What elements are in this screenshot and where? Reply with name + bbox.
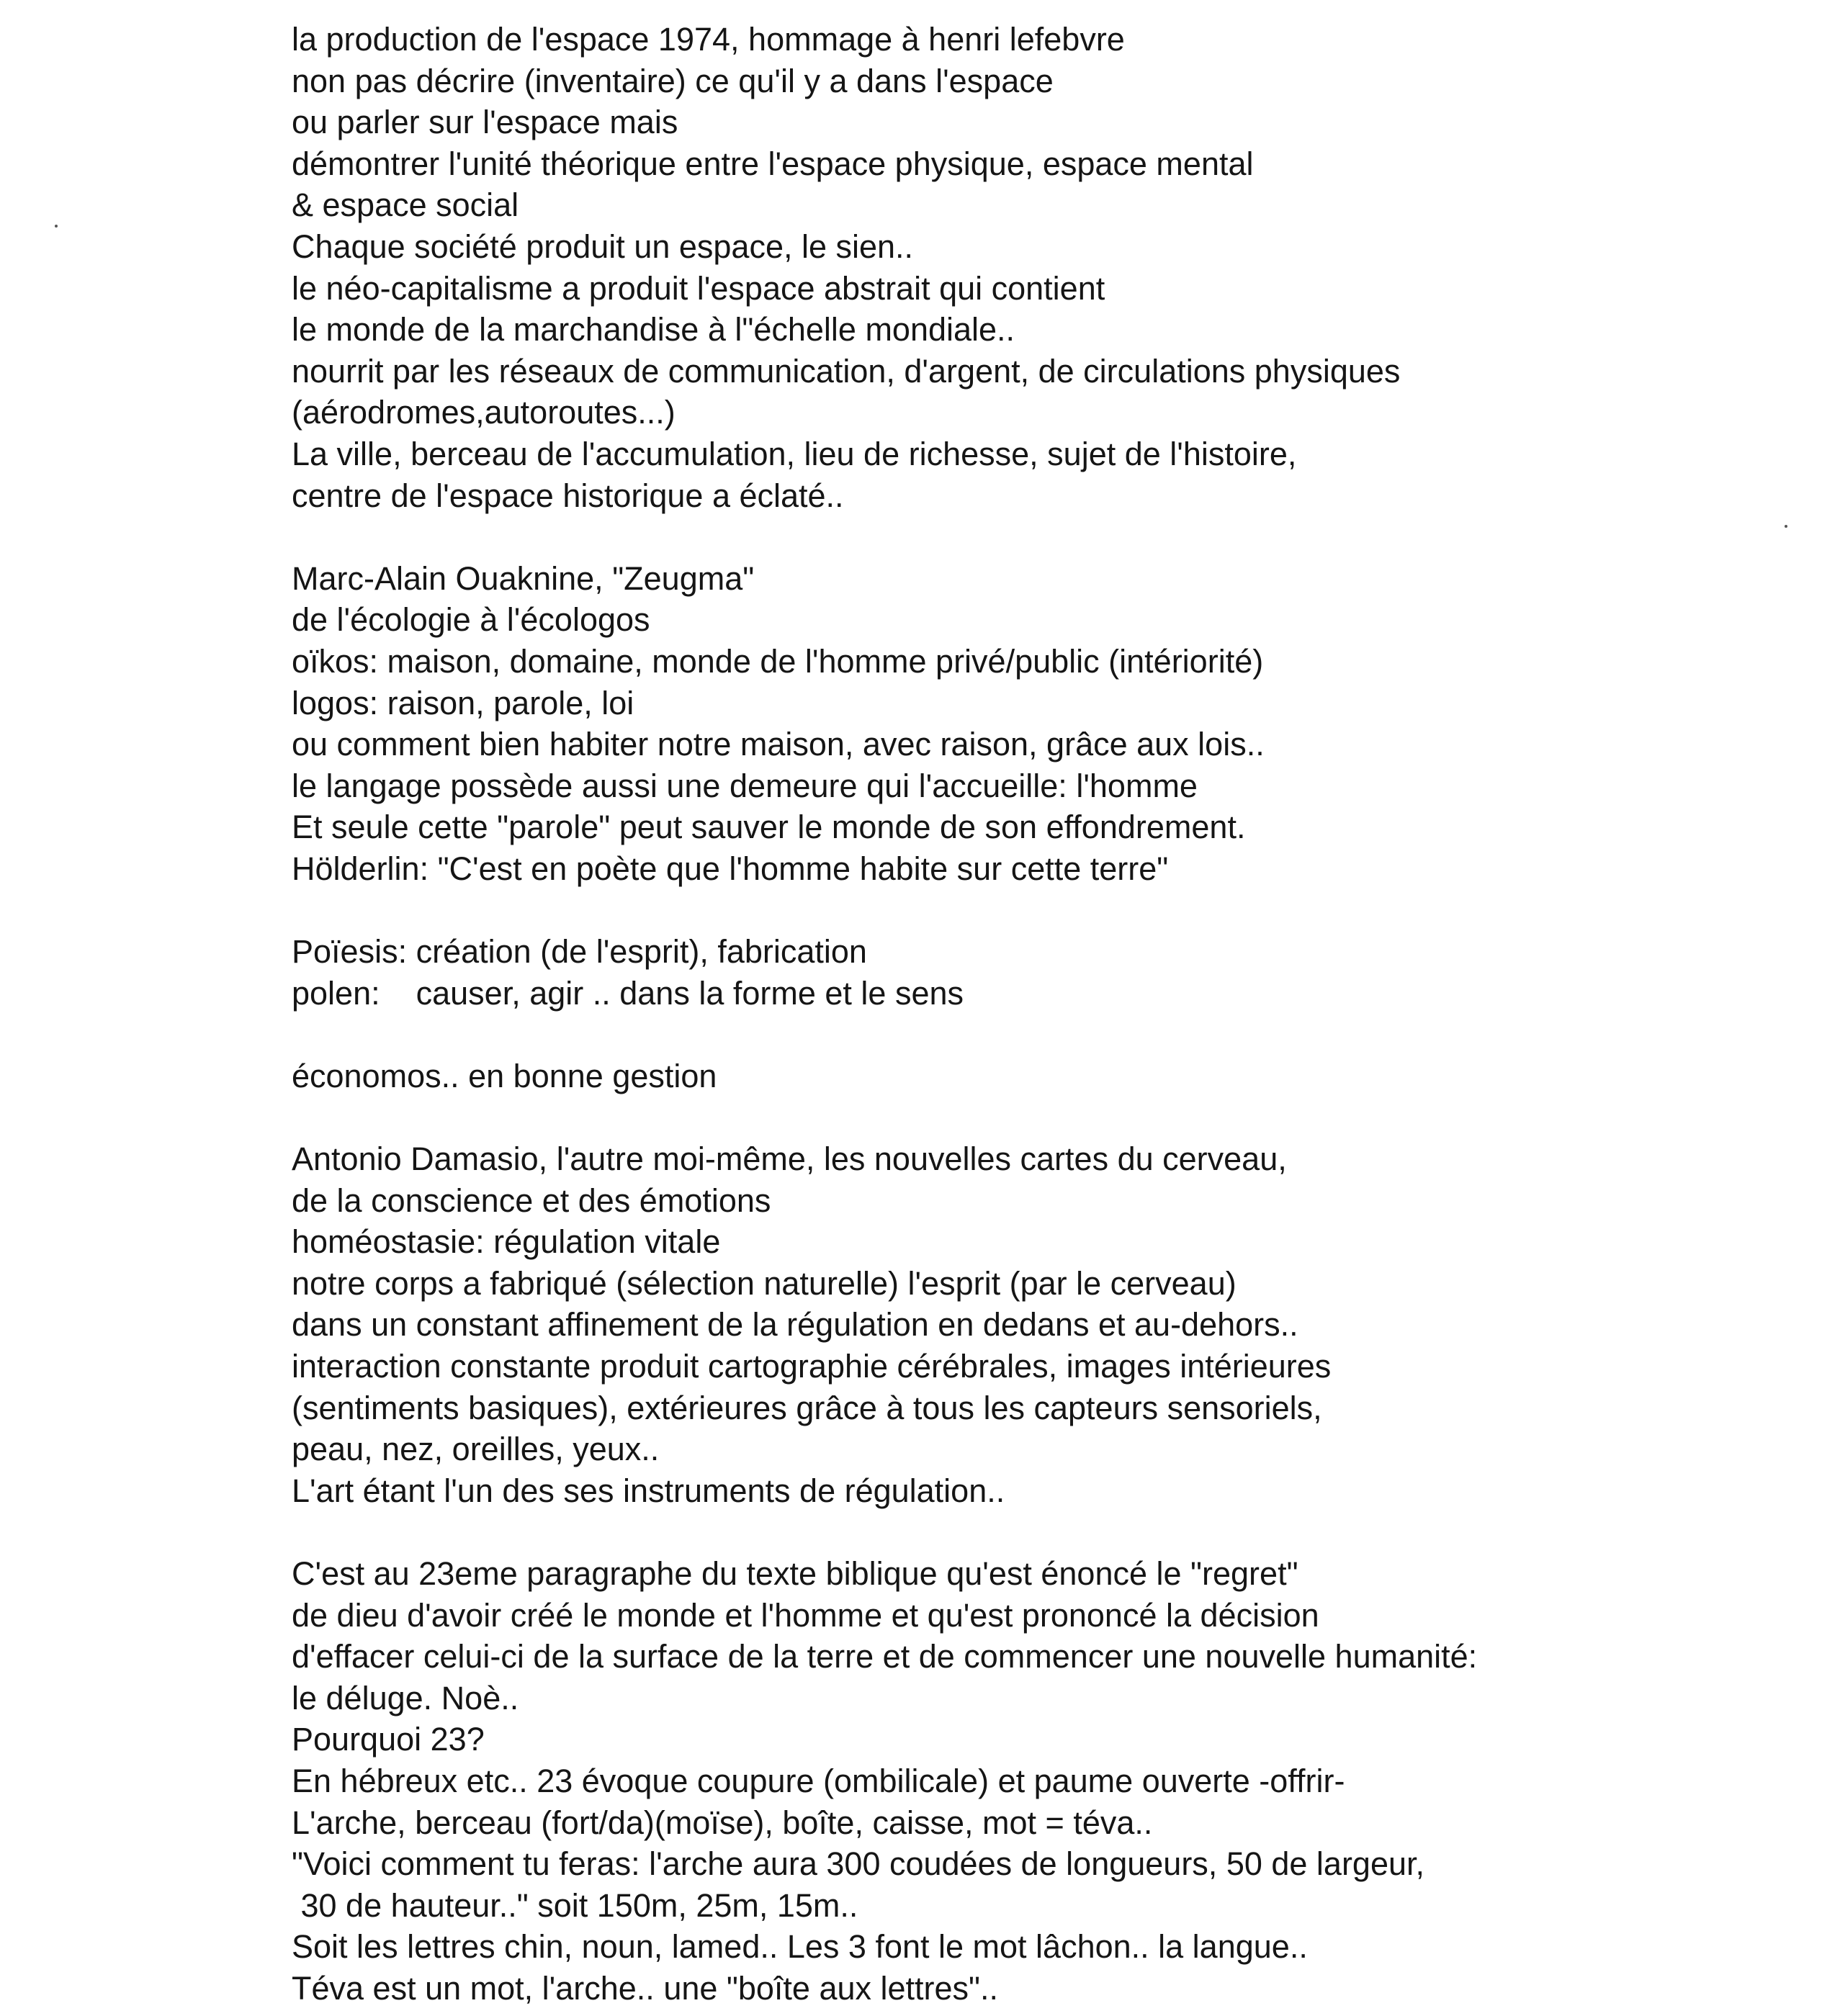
text-line: 30 de hauteur.." soit 150m, 25m, 15m.. (292, 1886, 858, 1924)
text-line: Soit les lettres chin, noun, lamed.. Les 3 font le mot lâchon.. la langue.. (292, 1928, 1308, 1966)
paragraph (292, 1553, 1768, 2010)
text-line: de l'écologie à l'écologos (292, 601, 650, 639)
text-line: & espace social (292, 186, 519, 224)
document-text (292, 19, 1768, 2010)
text-line: économos.. en bonne gestion (292, 1057, 717, 1094)
text-line: ou parler sur l'espace mais (292, 104, 678, 141)
text-line: la production de l'espace 1974, hommage à henri lefebvre (292, 21, 1125, 58)
text-line: "Voici comment tu feras: l'arche aura 300 coudées de longueurs, 50 de largeur, (292, 1845, 1425, 1883)
text-line: non pas décrire (inventaire) ce qu'il y a dans l'espace (292, 62, 1054, 99)
text-line: homéostasie: régulation vitale (292, 1223, 721, 1261)
text-line: (sentiments basiques), extérieures grâce à tous les capteurs sensoriels, (292, 1389, 1322, 1426)
paragraph (292, 1138, 1768, 1511)
scan-speck (1785, 525, 1787, 528)
text-line: Hölderlin: "C'est en poète que l'homme habite sur cette terre" (292, 850, 1169, 887)
text-line: En hébreux etc.. 23 évoque coupure (ombilicale) et paume ouverte -offrir- (292, 1762, 1345, 1799)
text-line: L'art étant l'un des ses instruments de régulation.. (292, 1472, 1005, 1509)
text-line: Antonio Damasio, l'autre moi-même, les nouvelles cartes du cerveau, (292, 1140, 1287, 1178)
text-line: oïkos: maison, domaine, monde de l'homme privé/public (intériorité) (292, 642, 1264, 680)
text-line: Téva est un mot, l'arche.. une "boîte aux lettres".. (292, 1969, 999, 2007)
text-line: Poïesis: création (de l'esprit), fabrication (292, 933, 867, 971)
text-line: ou comment bien habiter notre maison, avec raison, grâce aux lois.. (292, 726, 1265, 763)
text-line: de la conscience et des émotions (292, 1182, 771, 1219)
text-line: La ville, berceau de l'accumulation, lieu de richesse, sujet de l'histoire, (292, 435, 1297, 472)
scan-speck (55, 225, 58, 228)
paragraph (292, 1056, 1768, 1097)
text-line: Marc-Alain Ouaknine, "Zeugma" (292, 559, 755, 597)
text-line: centre de l'espace historique a éclaté.. (292, 477, 844, 514)
text-line: L'arche, berceau (fort/da)(moïse), boîte, caisse, mot = téva.. (292, 1804, 1153, 1841)
text-line: le néo-capitalisme a produit l'espace abstrait qui contient (292, 269, 1105, 307)
paragraph (292, 558, 1768, 890)
text-line: démontrer l'unité théorique entre l'espace physique, espace mental (292, 145, 1254, 182)
text-line: C'est au 23eme paragraphe du texte biblique qu'est énoncé le "regret" (292, 1554, 1298, 1592)
text-line: peau, nez, oreilles, yeux.. (292, 1431, 660, 1468)
text-line: polen: causer, agir .. dans la forme et le sens (292, 974, 964, 1012)
text-line: notre corps a fabriqué (sélection naturelle) l'esprit (par le cerveau) (292, 1264, 1237, 1302)
paragraph (292, 931, 1768, 1014)
text-line: logos: raison, parole, loi (292, 684, 634, 721)
text-line: le déluge. Noè.. (292, 1679, 519, 1716)
text-line: d'effacer celui-ci de la surface de la terre et de commencer une nouvelle humanité: (292, 1638, 1478, 1675)
text-line: dans un constant affinement de la régulation en dedans et au-dehors.. (292, 1306, 1298, 1344)
text-line: nourrit par les réseaux de communication, d'argent, de circulations physiques (292, 352, 1401, 390)
text-line: (aérodromes,autoroutes...) (292, 394, 676, 431)
text-line: Et seule cette "parole" peut sauver le monde de son effondrement. (292, 809, 1246, 846)
text-line: interaction constante produit cartographie cérébrales, images intérieures (292, 1348, 1332, 1385)
text-line: Pourquoi 23? (292, 1721, 485, 1758)
text-line: le monde de la marchandise à l"échelle mondiale.. (292, 311, 1015, 348)
text-line: Chaque société produit un espace, le sien.. (292, 228, 914, 265)
text-line: le langage possède aussi une demeure qui l'accueille: l'homme (292, 767, 1198, 804)
paragraph (292, 19, 1768, 516)
text-line: de dieu d'avoir créé le monde et l'homme et qu'est prononcé la décision (292, 1596, 1319, 1634)
